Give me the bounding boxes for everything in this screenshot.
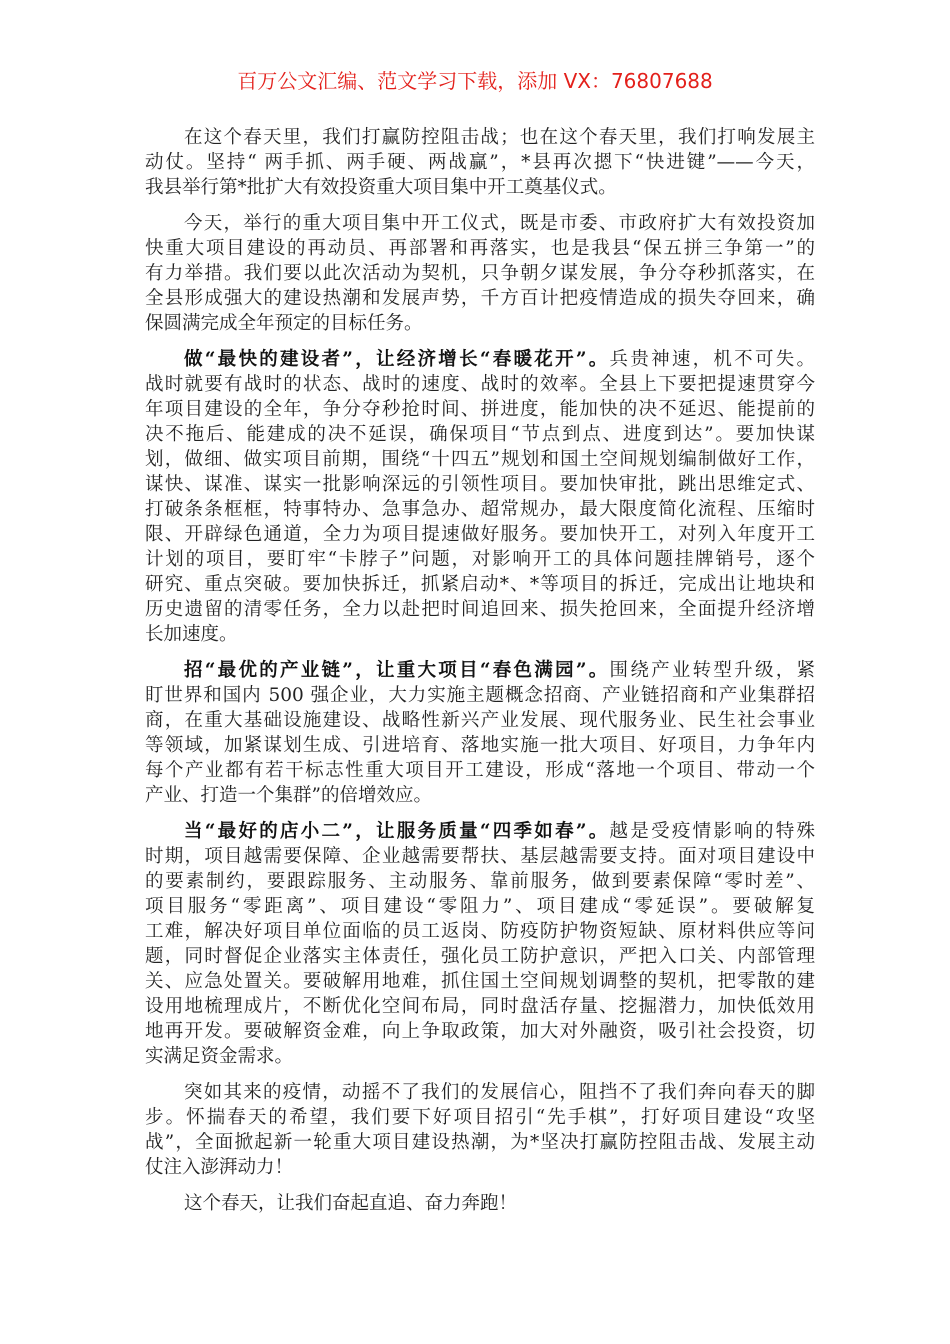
paragraph-line <box>145 125 815 150</box>
paragraph <box>145 211 815 336</box>
paragraph-line <box>145 683 815 708</box>
paragraph-line <box>145 708 815 733</box>
paragraph-line <box>145 547 815 572</box>
line-text: 计划的项目，要盯牢“卡脖子”问题，对影响开工的具体问题挂牌销号，逐个 <box>145 549 815 570</box>
section-heading: 做“最快的建设者”，让经济增长“春暖花开”。 <box>184 349 610 370</box>
paragraph-line <box>145 150 815 175</box>
paragraph-line <box>145 522 815 547</box>
line-text: 战”，全面掀起新一轮重大项目建设热潮，为*坚决打赢防控阻击战、发展主动 <box>145 1132 815 1153</box>
line-text: 时期，项目越需要保障、企业越需要帮扶、基层越需要支持。面对项目建设中 <box>145 846 815 867</box>
paragraph-line <box>145 783 815 808</box>
paragraph-line <box>145 622 815 647</box>
line-text: 商，在重大基础设施建设、战略性新兴产业发展、现代服务业、民生社会事业 <box>145 710 815 731</box>
line-text: 项目服务“零距离”、项目建设“零阻力”、项目建成“零延误”。要破解复 <box>145 896 815 917</box>
line-text: 的要素制约，要跟踪服务、主动服务、靠前服务，做到要素保障“零时差”、 <box>145 871 815 892</box>
paragraph <box>145 819 815 1069</box>
line-text: 限、开辟绿色通道，全力为项目提速做好服务。要加快开工，对列入年度开工 <box>145 524 815 545</box>
line-text: 工难，解决好项目单位面临的员工返岗、防疫防护物资短缺、原材料供应等问 <box>145 921 815 942</box>
line-text: 谋快、谋准、谋实一批影响深远的引领性项目。要加快审批，跳出思维定式、 <box>145 474 815 495</box>
line-text: 突如其来的疫情，动摇不了我们的发展信心，阻挡不了我们奔向春天的脚 <box>184 1082 815 1103</box>
line-text: 在这个春天里，我们打赢防控阻击战；也在这个春天里，我们打响发展主 <box>184 127 815 148</box>
line-text: 保圆满完成全年预定的目标任务。 <box>145 313 423 334</box>
line-text: 盯世界和国内 500 强企业，大力实施主题概念招商、产业链招商和产业集群招 <box>145 685 815 706</box>
paragraph-line <box>145 919 815 944</box>
paragraph-line <box>145 175 815 200</box>
paragraph <box>145 1191 815 1216</box>
paragraph <box>145 347 815 647</box>
section-heading: 招“最优的产业链”，让重大项目“春色满园”。 <box>184 660 610 681</box>
paragraph-line <box>145 844 815 869</box>
paragraph-line <box>145 1044 815 1069</box>
paragraph-line <box>145 869 815 894</box>
line-text: 步。怀揣春天的希望，我们要下好项目招引“先手棋”，打好项目建设“攻坚 <box>145 1107 815 1128</box>
paragraph-line <box>145 261 815 286</box>
line-text: 快重大项目建设的再动员、再部署和再落实，也是我县“保五拼三争第一”的 <box>145 238 815 259</box>
line-text: 等领域，加紧谋划生成、引进培育、落地实施一批大项目、好项目，力争年内 <box>145 735 815 756</box>
paragraph-line <box>145 347 815 372</box>
line-text: 我县举行第*批扩大有效投资重大项目集中开工奠基仪式。 <box>145 177 617 198</box>
paragraph-line <box>145 733 815 758</box>
section-heading: 当“最好的店小二”，让服务质量“四季如春”。 <box>184 821 610 842</box>
paragraph-line <box>145 286 815 311</box>
line-text: 研究、重点突破。要加快拆迁，抓紧启动*、*等项目的拆迁，完成出让地块和 <box>145 574 815 595</box>
line-text: 地再开发。要破解资金难，向上争取政策，加大对外融资，吸引社会投资，切 <box>145 1021 815 1042</box>
line-text: 仗注入澎湃动力！ <box>145 1157 294 1178</box>
paragraph-line <box>145 894 815 919</box>
line-text: 每个产业都有若干标志性重大项目开工建设，形成“落地一个项目、带动一个 <box>145 760 815 781</box>
line-text: 产业、打造一个集群”的倍增效应。 <box>145 785 432 806</box>
line-text: 长加速度。 <box>145 624 238 645</box>
paragraph-line <box>145 597 815 622</box>
paragraph-line <box>145 1019 815 1044</box>
watermark-header: 百万公文汇编、范文学习下载，添加 VX：76807688 <box>237 69 713 93</box>
line-text: 战时就要有战时的状态、战时的速度、战时的效率。全县上下要把提速贯穿今 <box>145 374 815 395</box>
paragraph <box>145 1080 815 1180</box>
line-text: 实满足资金需求。 <box>145 1046 294 1067</box>
line-text: 设用地梳理成片，不断优化空间布局，同时盘活存量、挖掘潜力，加快低效用 <box>145 996 815 1017</box>
line-text: 全县形成强大的建设热潮和发展声势，千方百计把疫情造成的损失夺回来，确 <box>145 288 815 309</box>
paragraph-line <box>145 311 815 336</box>
paragraph-line <box>145 994 815 1019</box>
paragraph-line <box>145 236 815 261</box>
line-text: 划，做细、做实项目前期，围绕“十四五”规划和国土空间规划编制做好工作， <box>145 449 815 470</box>
paragraph-line <box>145 447 815 472</box>
line-text: 决不拖后、能建成的决不延误，确保项目“节点到点、进度到达”。要加快谋 <box>145 424 815 445</box>
line-text: 打破条条框框，特事特办、急事急办、超常规办，最大限度简化流程、压缩时 <box>145 499 815 520</box>
line-text: 围绕产业转型升级，紧 <box>609 660 815 681</box>
paragraph <box>145 125 815 200</box>
paragraph-line <box>145 572 815 597</box>
line-text: 动仗。坚持“ 两手抓、两手硬、两战赢”，*县再次摁下“快进键”——今天， <box>145 152 815 173</box>
paragraph-line <box>145 819 815 844</box>
line-text: 有力举措。我们要以此次活动为契机，只争朝夕谋发展，争分夺秒抓落实，在 <box>145 263 815 284</box>
line-text: 年项目建设的全年，争分夺秒抢时间、拼进度，能加快的决不延迟、能提前的 <box>145 399 815 420</box>
document-body <box>145 125 815 1227</box>
paragraph-line <box>145 969 815 994</box>
line-text: 这个春天，让我们奋起直追、奋力奔跑！ <box>184 1193 518 1214</box>
paragraph-line <box>145 944 815 969</box>
paragraph-line <box>145 1105 815 1130</box>
paragraph-line <box>145 1155 815 1180</box>
paragraph-line <box>145 372 815 397</box>
paragraph-line <box>145 497 815 522</box>
paragraph-line <box>145 1080 815 1105</box>
paragraph-line <box>145 211 815 236</box>
paragraph-line <box>145 397 815 422</box>
paragraph <box>145 658 815 808</box>
paragraph-line <box>145 472 815 497</box>
paragraph-line <box>145 422 815 447</box>
line-text: 历史遗留的清零任务，全力以赴把时间追回来、损失抢回来，全面提升经济增 <box>145 599 815 620</box>
paragraph-line <box>145 1191 815 1216</box>
paragraph-line <box>145 1130 815 1155</box>
line-text: 兵贵神速，机不可失。 <box>609 349 815 370</box>
line-text: 今天，举行的重大项目集中开工仪式，既是市委、市政府扩大有效投资加 <box>184 213 815 234</box>
paragraph-line <box>145 758 815 783</box>
paragraph-line <box>145 658 815 683</box>
line-text: 越是受疫情影响的特殊 <box>609 821 815 842</box>
line-text: 题，同时督促企业落实主体责任，强化员工防护意识，严把入口关、内部管理 <box>145 946 815 967</box>
line-text: 关、应急处置关。要破解用地难，抓住国土空间规划调整的契机，把零散的建 <box>145 971 815 992</box>
